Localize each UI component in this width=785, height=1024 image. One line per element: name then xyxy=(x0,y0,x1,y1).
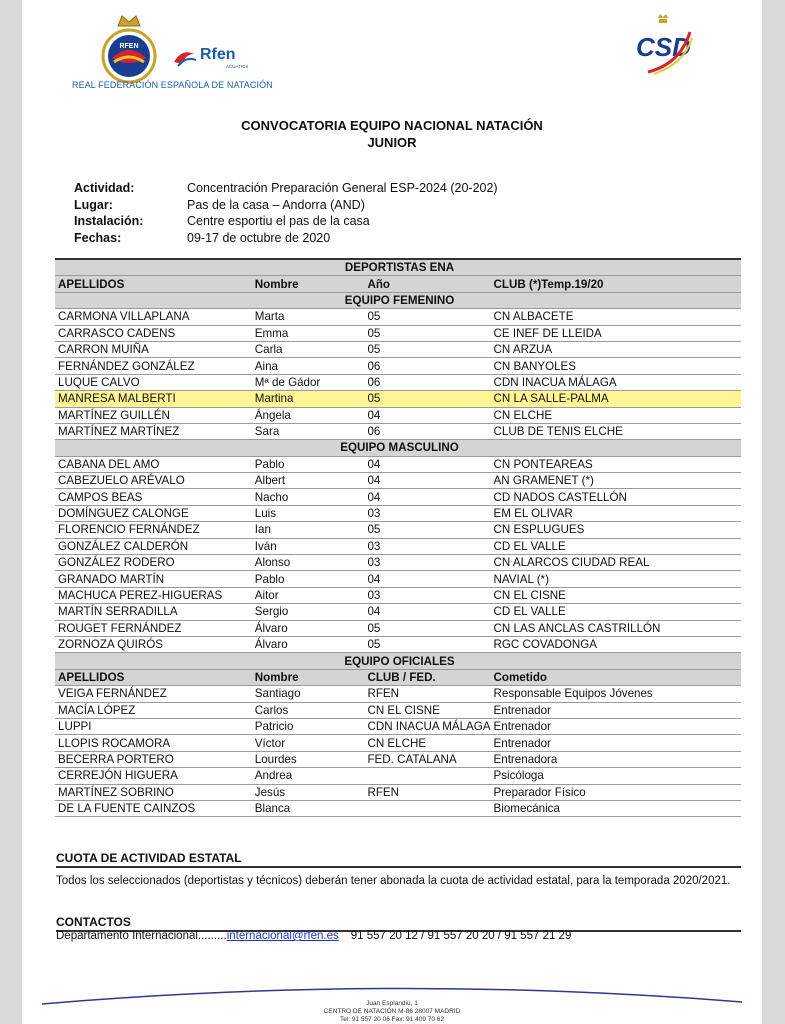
year-cell: 06 xyxy=(364,423,490,439)
surname-cell: MANRESA MALBERTI xyxy=(55,391,252,407)
surname-cell: CARRASCO CADENS xyxy=(55,325,252,341)
first-name-cell: Martina xyxy=(252,391,365,407)
club-cell: CN LA SALLE-PALMA xyxy=(491,391,741,407)
role-cell: Biomecánica xyxy=(491,800,741,816)
year-cell: 05 xyxy=(364,636,490,652)
surname-cell: VEIGA FERNÁNDEZ xyxy=(55,686,252,702)
surname-cell: DE LA FUENTE CAINZOS xyxy=(55,800,252,816)
quota-title: CUOTA DE ACTIVIDAD ESTATAL xyxy=(56,851,741,868)
contact-line xyxy=(56,930,571,942)
roster-header-row xyxy=(55,276,741,292)
footer-address-1: Juan Esplandiú, 1 xyxy=(366,1000,418,1007)
club-fed-cell xyxy=(364,768,490,784)
officials-section-row xyxy=(55,653,741,669)
first-name-cell: Patricio xyxy=(252,718,365,734)
column-header: Nombre xyxy=(252,276,365,292)
club-cell: CD EL VALLE xyxy=(491,604,741,620)
column-header: CLUB / FED. xyxy=(364,669,490,685)
table-row xyxy=(55,571,741,587)
first-name-cell: Andrea xyxy=(252,768,365,784)
surname-cell: FLORENCIO FERNÁNDEZ xyxy=(55,522,252,538)
column-header: Nombre xyxy=(252,669,365,685)
first-name-cell: Carla xyxy=(252,341,365,357)
surname-cell: GONZÁLEZ RODERO xyxy=(55,555,252,571)
first-name-cell: Víctor xyxy=(252,735,365,751)
club-cell: CE INEF DE LLEIDA xyxy=(491,325,741,341)
roster-table xyxy=(55,258,741,817)
contact-dept: Departamento Internacional......... xyxy=(56,930,227,942)
contacts-title: CONTACTOS xyxy=(56,915,741,932)
first-name-cell: Alonso xyxy=(252,555,365,571)
club-cell: RGC COVADONGA xyxy=(491,636,741,652)
surname-cell: GRANADO MARTÍN xyxy=(55,571,252,587)
officials-section-title: EQUIPO OFICIALES xyxy=(55,653,741,669)
column-header: APELLIDOS xyxy=(55,669,252,685)
first-name-cell: Ian xyxy=(252,522,365,538)
table-row xyxy=(55,309,741,325)
surname-cell: DOMÍNGUEZ CALONGE xyxy=(55,505,252,521)
club-cell: CN LAS ANCLAS CASTRILLÓN xyxy=(491,620,741,636)
rfen-caption: REAL FEDERACIÓN ESPAÑOLA DE NATACIÓN xyxy=(72,80,273,90)
year-cell: 03 xyxy=(364,587,490,603)
surname-cell: MARTÍNEZ SOBRINO xyxy=(55,784,252,800)
first-name-cell: Pablo xyxy=(252,571,365,587)
year-cell: 04 xyxy=(364,489,490,505)
csd-text: CSD xyxy=(636,32,691,62)
surname-cell: FERNÁNDEZ GONZÁLEZ xyxy=(55,358,252,374)
first-name-cell: Lourdes xyxy=(252,751,365,767)
role-cell: Entrenadora xyxy=(491,751,741,767)
year-cell: 04 xyxy=(364,473,490,489)
document-title: CONVOCATORIA EQUIPO NACIONAL NATACIÓN xyxy=(241,118,543,133)
first-name-cell: Pablo xyxy=(252,456,365,472)
year-cell: 03 xyxy=(364,505,490,521)
club-fed-cell xyxy=(364,800,490,816)
table-row xyxy=(55,325,741,341)
column-header: APELLIDOS xyxy=(55,276,252,292)
surname-cell: ROUGET FERNÁNDEZ xyxy=(55,620,252,636)
club-cell: CD NADOS CASTELLÓN xyxy=(491,489,741,505)
surname-cell: MACÍA LÓPEZ xyxy=(55,702,252,718)
first-name-cell: Marta xyxy=(252,309,365,325)
info-row-location: Lugar: Pas de la casa – Andorra (AND) xyxy=(74,197,365,212)
club-cell: CN ESPLUGUES xyxy=(491,522,741,538)
female-section-row xyxy=(55,292,741,308)
table-row xyxy=(55,341,741,357)
table-row xyxy=(55,636,741,652)
rfen-wordmark-logo xyxy=(172,42,267,72)
roster-title-row xyxy=(55,259,741,276)
year-cell: 05 xyxy=(364,325,490,341)
rfen-seal-text: RFEN xyxy=(119,43,139,50)
table-row xyxy=(55,800,741,816)
year-cell: 06 xyxy=(364,358,490,374)
csd-logo xyxy=(632,14,694,78)
table-row xyxy=(55,751,741,767)
info-row-facility: Instalación: Centre esportiu el pas de la casa xyxy=(74,214,370,228)
year-cell: 05 xyxy=(364,309,490,325)
surname-cell: BECERRA PORTERO xyxy=(55,751,252,767)
table-row xyxy=(55,489,741,505)
rfen-wordmark-text: Rfen xyxy=(200,46,236,63)
officials-header-row xyxy=(55,669,741,685)
year-cell: 03 xyxy=(364,538,490,554)
surname-cell: GONZÁLEZ CALDERÓN xyxy=(55,538,252,554)
female-section-title: EQUIPO FEMENINO xyxy=(55,292,741,308)
club-cell: CN ALBACETE xyxy=(491,309,741,325)
surname-cell: MARTÍNEZ GUILLÉN xyxy=(55,407,252,423)
table-row xyxy=(55,538,741,554)
first-name-cell: Luis xyxy=(252,505,365,521)
first-name-cell: Jesús xyxy=(252,784,365,800)
table-row xyxy=(55,505,741,521)
club-cell: CN EL CISNE xyxy=(491,587,741,603)
club-fed-cell: CN ELCHE xyxy=(364,735,490,751)
table-row xyxy=(55,555,741,571)
year-cell: 05 xyxy=(364,620,490,636)
table-row xyxy=(55,784,741,800)
role-cell: Entrenador xyxy=(491,735,741,751)
column-header: CLUB (*)Temp.19/20 xyxy=(491,276,741,292)
first-name-cell: Sara xyxy=(252,423,365,439)
year-cell: 04 xyxy=(364,456,490,472)
club-cell: CN ALARCOS CIUDAD REAL xyxy=(491,555,741,571)
table-row xyxy=(55,587,741,603)
table-row xyxy=(55,358,741,374)
table-row xyxy=(55,718,741,734)
club-cell: CDN INACUA MÁLAGA xyxy=(491,374,741,390)
surname-cell: MARTÍN SERRADILLA xyxy=(55,604,252,620)
club-fed-cell: RFEN xyxy=(364,686,490,702)
table-row xyxy=(55,423,741,439)
table-row xyxy=(55,473,741,489)
surname-cell: MARTÍNEZ MARTÍNEZ xyxy=(55,423,252,439)
club-cell: AN GRAMENET (*) xyxy=(491,473,741,489)
table-row xyxy=(55,702,741,718)
role-cell: Entrenador xyxy=(491,702,741,718)
table-row xyxy=(55,456,741,472)
table-row xyxy=(55,620,741,636)
footer-address-2: CENTRO DE NATACIÓN M-86 28007 MADRID xyxy=(323,1008,461,1015)
club-fed-cell: FED. CATALANA xyxy=(364,751,490,767)
surname-cell: CABEZUELO ARÉVALO xyxy=(55,473,252,489)
rfen-wordmark-sub: ACUATICS xyxy=(226,64,249,69)
first-name-cell: Albert xyxy=(252,473,365,489)
table-row xyxy=(55,604,741,620)
club-cell: CN PONTEAREAS xyxy=(491,456,741,472)
club-fed-cell: CN EL CISNE xyxy=(364,702,490,718)
table-row xyxy=(55,686,741,702)
info-row-activity: Actividad: Concentración Preparación General ESP-2024 (20-202) xyxy=(74,181,498,195)
club-fed-cell: CDN INACUA MÁLAGA xyxy=(364,718,490,734)
contact-phones: 91 557 20 12 / 91 557 20 20 / 91 557 21 29 xyxy=(350,930,572,942)
table-row xyxy=(55,522,741,538)
surname-cell: LUQUE CALVO xyxy=(55,374,252,390)
surname-cell: ZORNOZA QUIRÓS xyxy=(55,636,252,652)
surname-cell: CAMPOS BEAS xyxy=(55,489,252,505)
role-cell: Responsable Equipos Jóvenes xyxy=(491,686,741,702)
year-cell: 04 xyxy=(364,571,490,587)
first-name-cell: Iván xyxy=(252,538,365,554)
table-row xyxy=(55,735,741,751)
role-cell: Entrenador xyxy=(491,718,741,734)
club-cell: NAVIAL (*) xyxy=(491,571,741,587)
club-cell: CD EL VALLE xyxy=(491,538,741,554)
first-name-cell: Álvaro xyxy=(252,636,365,652)
table-row xyxy=(55,374,741,390)
club-cell: CN BANYOLES xyxy=(491,358,741,374)
surname-cell: LLOPIS ROCAMORA xyxy=(55,735,252,751)
column-header: Cometido xyxy=(491,669,741,685)
roster-title: DEPORTISTAS ENA xyxy=(55,259,741,276)
surname-cell: CERREJÓN HIGUERA xyxy=(55,768,252,784)
table-row xyxy=(55,768,741,784)
first-name-cell: Blanca xyxy=(252,800,365,816)
year-cell: 06 xyxy=(364,374,490,390)
info-row-dates: Fechas: 09-17 de octubre de 2020 xyxy=(74,230,331,245)
first-name-cell: Mª de Gádor xyxy=(252,374,365,390)
document-subtitle: JUNIOR xyxy=(367,135,417,150)
surname-cell: LUPPI xyxy=(55,718,252,734)
role-cell: Psicóloga xyxy=(491,768,741,784)
year-cell: 04 xyxy=(364,407,490,423)
club-cell: EM EL OLIVAR xyxy=(491,505,741,521)
first-name-cell: Emma xyxy=(252,325,365,341)
year-cell: 03 xyxy=(364,555,490,571)
column-header: Año xyxy=(364,276,490,292)
surname-cell: MACHUCA PEREZ-HIGUERAS xyxy=(55,587,252,603)
club-fed-cell: RFEN xyxy=(364,784,490,800)
rfen-seal-logo xyxy=(98,12,160,84)
table-row xyxy=(55,391,741,407)
quota-text: Todos los seleccionados (deportistas y técnicos) deberán tener abonada la cuota de actividad estatal, para la temporada 2020/2021. xyxy=(56,875,731,887)
male-section-row xyxy=(55,440,741,456)
surname-cell: CARMONA VILLAPLANA xyxy=(55,309,252,325)
club-cell: CLUB DE TENIS ELCHE xyxy=(491,423,741,439)
year-cell: 05 xyxy=(364,522,490,538)
first-name-cell: Nacho xyxy=(252,489,365,505)
footer-phone: Tel: 91 557 20 06 Fax: 91 409 70 62 xyxy=(339,1016,445,1023)
first-name-cell: Sergio xyxy=(252,604,365,620)
club-cell: CN ELCHE xyxy=(491,407,741,423)
club-cell: CN ARZUA xyxy=(491,341,741,357)
first-name-cell: Santiago xyxy=(252,686,365,702)
first-name-cell: Ángela xyxy=(252,407,365,423)
table-row xyxy=(55,407,741,423)
year-cell: 05 xyxy=(364,341,490,357)
first-name-cell: Aitor xyxy=(252,587,365,603)
role-cell: Preparador Físico xyxy=(491,784,741,800)
year-cell: 04 xyxy=(364,604,490,620)
male-section-title: EQUIPO MASCULINO xyxy=(55,440,741,456)
first-name-cell: Álvaro xyxy=(252,620,365,636)
surname-cell: CABANA DEL AMO xyxy=(55,456,252,472)
first-name-cell: Aina xyxy=(252,358,365,374)
document-page xyxy=(22,0,762,1024)
contact-email-link[interactable]: internacional@rfen.es xyxy=(226,930,339,942)
year-cell: 05 xyxy=(364,391,490,407)
surname-cell: CARRON MUIÑA xyxy=(55,341,252,357)
first-name-cell: Carlos xyxy=(252,702,365,718)
activity-info xyxy=(74,181,498,247)
